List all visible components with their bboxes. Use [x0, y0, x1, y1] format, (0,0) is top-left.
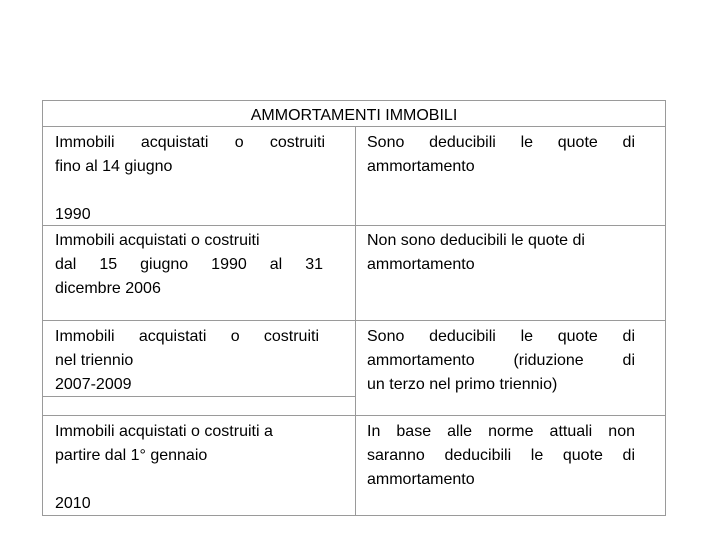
row-2-left-line: dal 15 giugno 1990 al 31 [55, 256, 323, 273]
row-2-left-line: dicembre 2006 [55, 280, 161, 297]
row-4-left-cell [55, 420, 325, 516]
row-3-left-cell [55, 325, 319, 397]
row-4-right-line: ammortamento [367, 471, 475, 488]
row-3-right-line: Sono deducibili le quote di [367, 328, 635, 345]
row-2-right-cell [367, 229, 639, 277]
row-2-right-line: ammortamento [367, 256, 475, 273]
row-4-right-line: In base alle norme attuali non [367, 423, 635, 440]
row-4-right-cell [367, 420, 635, 492]
row-3-right-line: un terzo nel primo triennio) [367, 376, 558, 393]
row-4-left-line: partire dal 1° gennaio [55, 447, 208, 464]
ammortamenti-table [42, 100, 666, 516]
row-divider [43, 415, 665, 416]
row-1-left-cell [55, 131, 325, 227]
row-4-left-line: 2010 [55, 495, 91, 512]
row-3-right-cell [367, 325, 635, 397]
row-1-left-line: fino al 14 giugno [55, 158, 173, 175]
row-1-left-line: 1990 [55, 206, 91, 223]
row-1-left-line [55, 179, 325, 203]
row-3-left-line: nel triennio [55, 352, 134, 369]
row-1-right-line: Sono deducibili le quote di [367, 134, 635, 151]
row-2-right-line: Non sono deducibili le quote di [367, 232, 585, 249]
row-2-left-cell [55, 229, 323, 301]
row-divider [43, 320, 665, 321]
row-3-right-line: ammortamento (riduzione di [367, 352, 635, 369]
row-2-left-line: Immobili acquistati o costruiti [55, 232, 260, 249]
row-4-left-line: Immobili acquistati o costruiti a [55, 423, 273, 440]
row-3-left-line: Immobili acquistati o costruiti [55, 328, 319, 345]
row-4-right-line: saranno deducibili le quote di [367, 447, 635, 464]
row-3-left-line: 2007-2009 [55, 376, 132, 393]
row-1-right-line: ammortamento [367, 158, 475, 175]
row-1-right-cell [367, 131, 635, 179]
table-title: AMMORTAMENTI IMMOBILI [43, 101, 665, 127]
row-1-left-line: Immobili acquistati o costruiti [55, 134, 325, 151]
row-4-left-line [55, 468, 325, 492]
